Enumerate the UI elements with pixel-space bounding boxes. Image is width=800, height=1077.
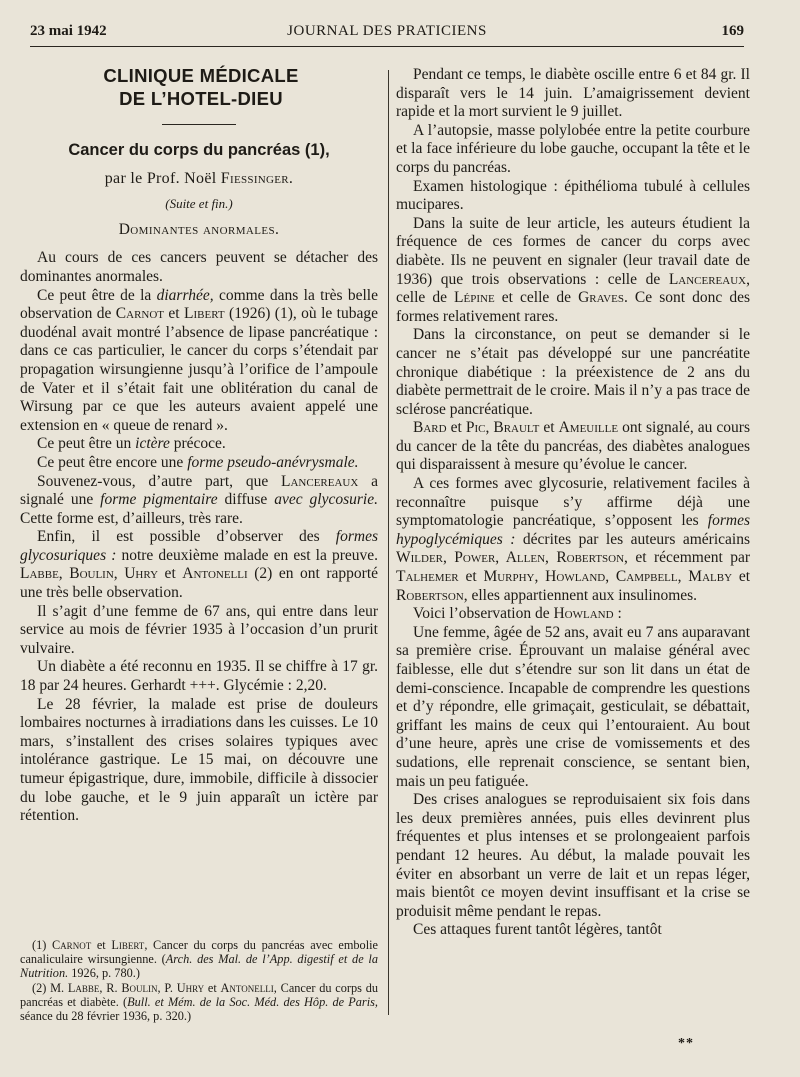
left-paragraph-3: Ce peut être un ictère précoce. xyxy=(37,435,226,453)
right-paragraph-6: Bard et Pic, Brault et Ameuille ont signalé, au cours du cancer de la tête du pancréas, des diabètes analogues qui disparaissent à mesure qu’évolue le cancer. xyxy=(396,419,750,474)
article-title: Cancer du corps du pancréas (1), xyxy=(68,141,330,160)
right-column xyxy=(396,66,750,940)
right-paragraph-2: A l’autopsie, masse polylobée entre la petite courbure et la face inférieure du lobe gauche, occupant la tête et le corps du pancréas. xyxy=(396,121,750,176)
continuation-note: (Suite et fin.) xyxy=(165,196,233,212)
right-paragraph-10: Des crises analogues se reproduisaient six fois dans les deux premières années, puis elles devinrent plus fréquentes et plus intenses et se prolongeaient parfois pendant 12 heures. Au début, la malade pouvait les éviter en absorbant un verre de lait et un repas léger, mais bientôt ce moyen devint insuffisant et la crise se produisit même pendant le repas. xyxy=(396,791,750,920)
footnotes xyxy=(20,938,378,1023)
left-paragraph-6: Enfin, il est possible d’observer des formes glycosuriques : notre deuxième malade en est la preuve. Labbe, Boulin, Uhry et Antonelli (2) en ont rapporté une très belle observation. xyxy=(20,528,378,602)
footnote-1: (1) Carnot et Libert, Cancer du corps du pancréas avec embolie canaliculaire wirsungienne. (Arch. des Mal. de l’App. digestif et de la Nutrition. 1926, p. 780.) xyxy=(20,938,378,981)
right-paragraph-7: A ces formes avec glycosurie, relativement faciles à reconnaître puisque s’y affirme déjà une symptomatologie pancréatique, s’opposent les formes hypoglycémiques : décrites par les auteurs américains Wilder, Power, Allen, Robertson, et récemment par Talhemer et Murphy, Howland, Campbell, Malby et Robertson, elles appartiennent aux insulinomes. xyxy=(396,475,751,604)
left-paragraph-7: Il s’agit d’une femme de 67 ans, qui entre dans leur service au mois de février 1935 à l’occasion d’un prurit vulvaire. xyxy=(20,602,378,657)
author-byline xyxy=(20,170,378,188)
right-paragraph-3: Examen histologique : épithélioma tubulé à cellules mucipares. xyxy=(396,177,750,214)
left-paragraph-2: Ce peut être de la diarrhée, comme dans la très belle observation de Carnot et Libert (1926) (1), où le tubage duodénal avait montré l’absence de lipase pancréatique : dans ce cas particulier, le cancer du corps s’étendait par propagation wirsungienne jusqu’à l’orifice de l’ampoule de Vater et il s’était fait une oblitération du canal de Wirsung par ce que les auteurs avaient appelé une extension en « queue de renard ». xyxy=(20,286,378,434)
title-rule xyxy=(162,124,236,125)
printer-mark: ** xyxy=(678,1036,694,1051)
right-paragraph-9: Une femme, âgée de 52 ans, avait eu 7 ans auparavant sa première crise. Éprouvant un malaise général avec faiblesse, elle dut s’étendre sur son lit dans un état de demi-conscience. Incapable de comprendre les questions et d’y répondre, elle grimaçait, gesticulait, se débattait, griffant les mains de ceux qui l’entouraient. Au bout d’une heure, après une crise de vomissements et des sudations, elle reprenait conscience, se sentant bien, mais un peu fatiguée. xyxy=(396,623,750,790)
byline-prefix: par le Prof. Noël xyxy=(104,170,221,188)
running-header xyxy=(30,20,744,47)
right-paragraph-8: Voici l’observation de Howland : xyxy=(413,605,622,623)
footnote-2: (2) M. Labbe, R. Boulin, P. Uhry et Antonelli, Cancer du corps du pancréas et diabète. (Bull. et Mém. de la Soc. Méd. des Hôp. de Paris, séance du 28 février 1936, p. 320.) xyxy=(20,980,378,1024)
left-paragraph-9: Le 28 février, la malade est prise de douleurs lombaires nocturnes à irradiations dans les cuisses. Le 10 mars, s’installent des crises solaires typiques avec intolérance gastrique. Le 15 mai, on découvre une tumeur épigastrique, dure, immobile, difficile à dissocier du lobe gauche, et le 9 juin apparaît un ictère par rétention. xyxy=(20,695,378,825)
header-journal-title: JOURNAL DES PRATICIENS xyxy=(287,23,487,39)
left-paragraph-5: Souvenez-vous, d’autre part, que Lancereaux a signalé une forme pigmentaire diffuse avec glycosurie. Cette forme est, d’ailleurs, très rare. xyxy=(20,472,378,527)
column-divider xyxy=(388,70,389,1015)
right-paragraph-1: Pendant ce temps, le diabète oscille entre 6 et 84 gr. Il disparaît vers le 14 juin. L’amaigrissement devient rapide et la mort survient le 9 juillet. xyxy=(396,66,750,121)
header-date: 23 mai 1942 xyxy=(30,23,107,39)
left-paragraph-1: Au cours de ces cancers peuvent se détacher des dominantes anormales. xyxy=(20,249,378,285)
author-name: Fiessinger. xyxy=(220,170,294,188)
section-heading: Dominantes anormales. xyxy=(118,221,280,239)
left-paragraph-8: Un diabète a été reconnu en 1935. Il se chiffre à 17 gr. 18 par 24 heures. Gerhardt +++. Glycémie : 2,20. xyxy=(20,658,378,695)
right-paragraph-11: Ces attaques furent tantôt légères, tantôt xyxy=(413,921,662,939)
clinic-title xyxy=(20,64,378,110)
left-paragraph-4: Ce peut être encore une forme pseudo-anévrysmale. xyxy=(37,453,359,471)
right-paragraph-5: Dans la circonstance, on peut se demander si le cancer ne s’était pas développé sur une pancréatite chronique diabétique : la préexistence de 2 ans du diabète permettrait de le croire. Mais il n’y a pas trace de sclérose pancréatique. xyxy=(396,326,750,418)
clinic-title-line2: DE L’HOTEL-DIEU xyxy=(119,88,283,109)
header-page-number: 169 xyxy=(721,23,744,39)
clinic-title-line1: CLINIQUE MÉDICALE xyxy=(103,65,299,86)
left-column xyxy=(20,64,378,826)
right-paragraph-4: Dans la suite de leur article, les auteurs étudient la fréquence de ces formes de cancer du corps avec diabète. Ils ne peuvent en signaler (leur travail date de 1936) que trois observations : celle de Lancereaux, celle de Lépine et celle de Graves. Ce sont donc des formes relativement rares. xyxy=(396,214,750,325)
